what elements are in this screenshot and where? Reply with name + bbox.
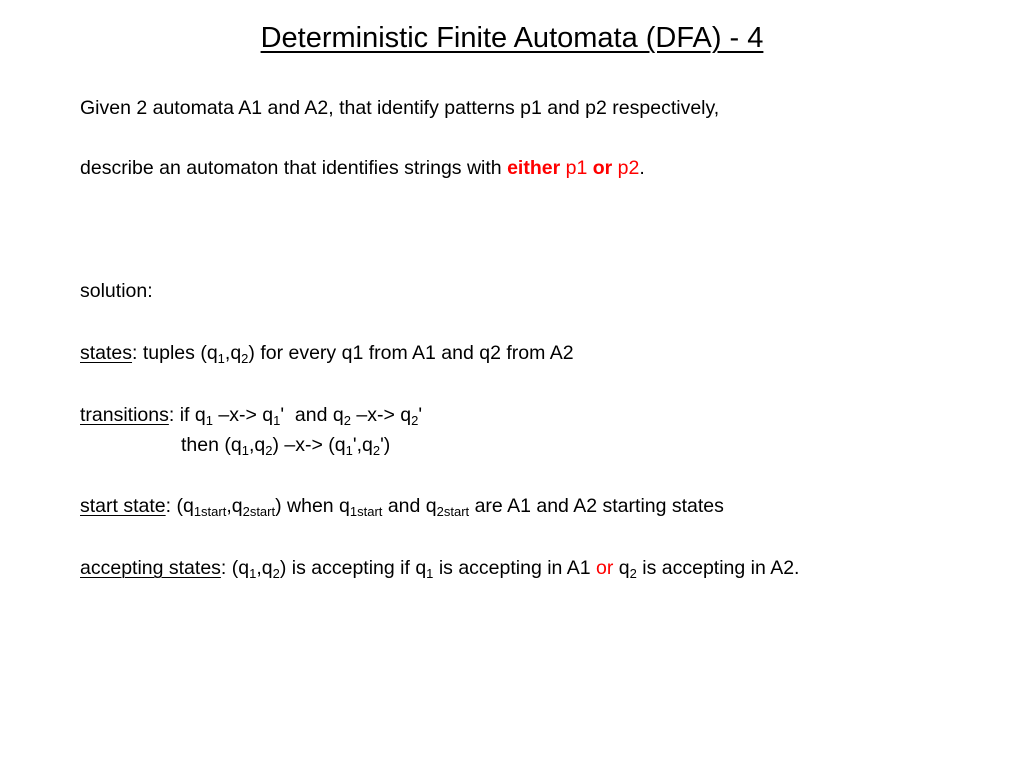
then-text: then (q [181,434,242,456]
accepting-states-label: accepting states [80,557,221,579]
pattern-p2: p2 [612,157,640,179]
states-text: ,q [224,342,242,364]
transitions-text: ' [418,404,423,426]
accepting-text: is accepting in A2. [636,557,800,579]
start-state-text: are A1 and A2 starting states [469,495,724,517]
transitions-then-line [181,434,390,457]
subscript: 2start [436,504,470,519]
subscript: 2 [343,413,351,428]
describe-line [80,157,645,180]
transitions-text: –x-> q [350,404,412,426]
subscript: 1 [273,413,281,428]
accepting-text: : (q [220,557,250,579]
subscript: 1 [426,566,434,581]
transitions-text: –x-> q [212,404,274,426]
transitions-text: ' and q [280,404,344,426]
then-text: ',q [352,434,373,456]
start-state-text: and q [382,495,437,517]
start-state-line [80,495,724,518]
subscript: 2start [242,504,276,519]
accepting-states-line [80,557,799,580]
either-keyword: either [507,157,561,179]
start-state-text: : (q [165,495,194,517]
subscript: 1 [249,566,257,581]
pattern-p1: p1 [560,157,593,179]
intro-line: Given 2 automata A1 and A2, that identify patterns p1 and p2 respectively, [80,97,720,119]
then-text: ,q [248,434,266,456]
subscript: 1start [349,504,383,519]
accepting-text: ,q [256,557,273,579]
subscript: 1 [217,351,225,366]
subscript: 2 [241,351,249,366]
solution-label: solution: [80,280,153,302]
subscript: 1 [345,443,353,458]
slide-title: Deterministic Finite Automata (DFA) - 4 [260,22,764,54]
accepting-text: ) is accepting if q [279,557,427,579]
subscript: 2 [265,443,273,458]
states-text: : tuples (q [132,342,218,364]
then-text: ) –x-> (q [272,434,346,456]
subscript: 2 [629,566,637,581]
then-text: ') [380,434,391,456]
subscript: 2 [272,566,280,581]
or-keyword: or [592,157,613,179]
start-state-text: ) when q [275,495,350,517]
start-state-text: ,q [226,495,243,517]
transitions-label: transitions [80,404,169,426]
states-text: ) for every q1 from A1 and q2 from A2 [248,342,574,364]
accepting-text: is accepting in A1 [433,557,597,579]
transitions-line [80,404,422,427]
subscript: 1start [193,504,227,519]
states-label: states [80,342,133,364]
transitions-text: : if q [168,404,206,426]
describe-period: . [639,157,645,179]
describe-prefix: describe an automaton that identifies strings with [80,157,508,179]
accepting-text: q [613,557,630,579]
subscript: 1 [205,413,213,428]
subscript: 2 [372,443,381,458]
start-state-label: start state [80,495,166,517]
subscript: 2 [411,413,419,428]
subscript: 1 [241,443,249,458]
states-line [80,342,574,365]
or-keyword: or [596,557,614,579]
